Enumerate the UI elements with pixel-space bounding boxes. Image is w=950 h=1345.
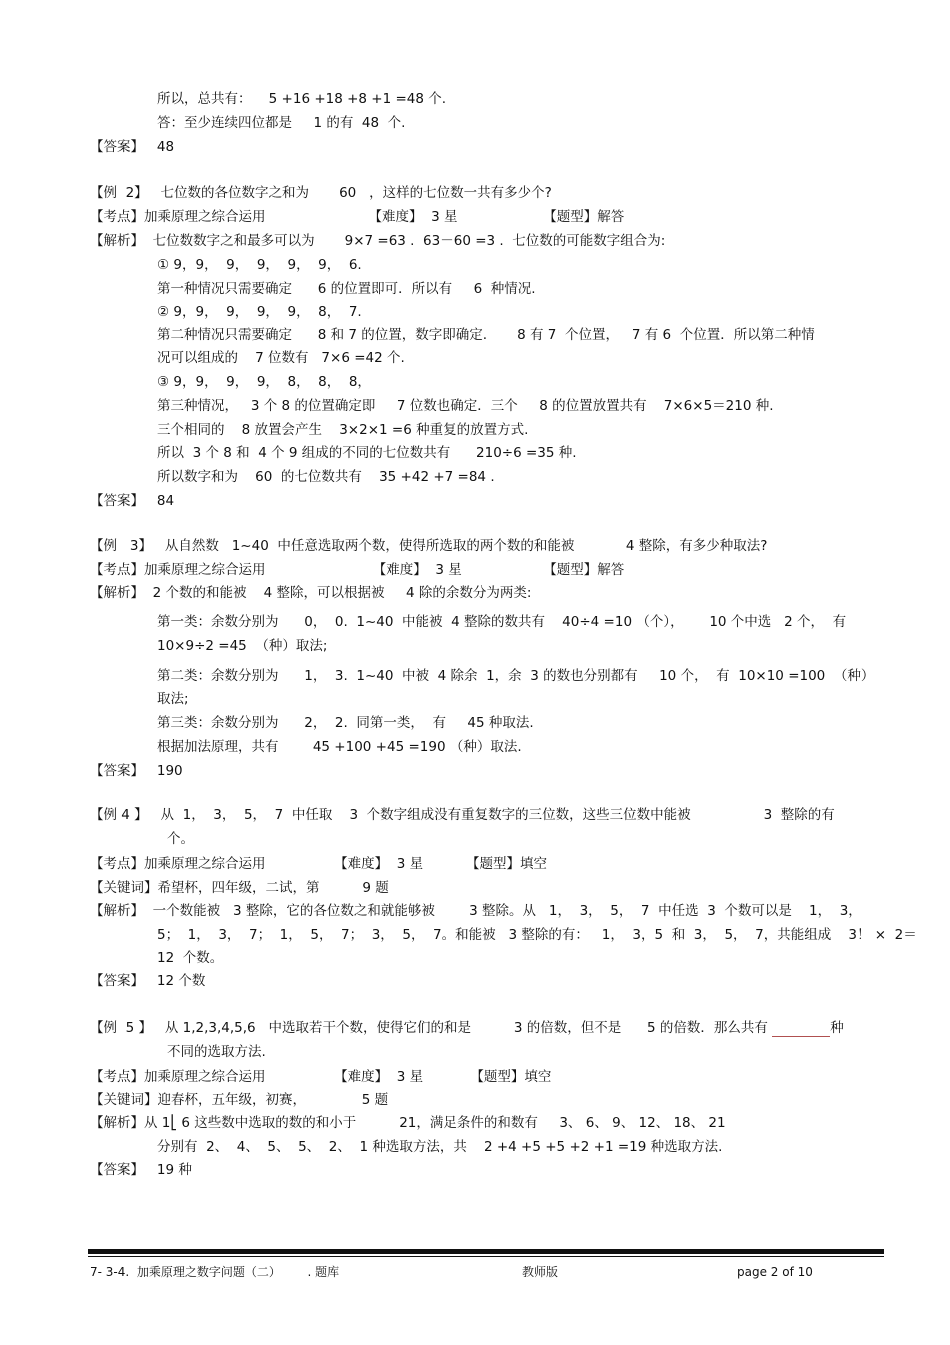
text-line: ② 9，9， 9， 9， 9， 8， 7.	[157, 304, 362, 320]
example-heading: 【例 3】 从自然数 1~40 中任意选取两个数，使得所选取的两个数的和能被 4 整除，有多少种取法?	[90, 538, 768, 554]
meta-line: 【考点】加乘原理之综合运用 【难度】 3 星 【题型】填空	[90, 856, 548, 872]
text-line: 取法;	[157, 691, 189, 707]
answer-line: 【答案】 12 个数	[90, 973, 206, 989]
analysis-line: 【解析】 一个数能被 3 整除，它的各位数之和就能够被 3 整除。从 1， 3， 5， 7 中任选 3 个数可以是 1， 3，	[90, 903, 862, 919]
text-line: 个。	[167, 831, 194, 847]
keywords-line: 【关键词】希望杯，四年级，二试，第 9 题	[90, 880, 389, 896]
text-line: 分别有 2、 4、 5、 5、 2、 1 种选取方法，共 2 +4 +5 +5 +2 +1 =19 种选取方法.	[157, 1139, 723, 1155]
text-line: 12 个数。	[157, 950, 224, 966]
text-line: ③ 9，9， 9， 9， 8， 8， 8，	[157, 374, 371, 390]
answer-line: 【答案】 19 种	[90, 1162, 192, 1178]
text-line: 第三类：余数分别为 2， 2. 同第一类， 有 45 种取法.	[157, 715, 534, 731]
meta-line: 【考点】加乘原理之综合运用 【难度】 3 星 【题型】解答	[90, 562, 625, 578]
text-line: 答：至少连续四位都是 1 的有 48 个.	[157, 115, 406, 131]
text-line: 第一种情况只需要确定 6 的位置即可．所以有 6 种情况.	[157, 281, 536, 297]
text-line: 所以，总共有： 5 +16 +18 +8 +1 =48 个.	[157, 91, 447, 107]
text-line: 所以 3 个 8 和 4 个 9 组成的不同的七位数共有 210÷6 =35 种.	[157, 445, 577, 461]
text-line: 第二类：余数分别为 1， 3. 1~40 中被 4 除余 1，余 3 的数也分别都有 10 个， 有 10×10 =100 （种）	[157, 668, 875, 684]
meta-line: 【考点】加乘原理之综合运用 【难度】 3 星 【题型】填空	[90, 1069, 552, 1085]
example-heading: 【例 4 】 从 1， 3， 5， 7 中任取 3 个数字组成没有重复数字的三位数，这些三位数中能被 3 整除的有	[90, 807, 835, 823]
text-line: 根据加法原理，共有 45 +100 +45 =190 （种）取法.	[157, 739, 522, 755]
keywords-line: 【关键词】迎春杯，五年级，初赛， 5 题	[90, 1092, 389, 1108]
footer-rule-thin	[88, 1256, 884, 1257]
text-line: 5； 1， 3， 7； 1， 5， 7； 3， 5， 7。和能被 3 整除的有： 1， 3，5 和 3， 5， 7，共能组成 3！ × 2＝	[157, 927, 917, 943]
analysis-line: 【解析】从 1⎣ 6 这些数中选取的数的和小于 21，满足条件的和数有 3、 6、 9、 12、 18、 21	[90, 1115, 726, 1131]
analysis-line: 【解析】 七位数数字之和最多可以为 9×7 =63 . 63－60 =3 . 七位数的可能数字组合为:	[90, 233, 666, 249]
example-text-tail: 种	[830, 1020, 844, 1036]
text-line: 所以数字和为 60 的七位数共有 35 +42 +7 =84 .	[157, 469, 495, 485]
answer-blank	[772, 1022, 830, 1037]
example-heading: 【例 2】 七位数的各位数字之和为 60 ，这样的七位数一共有多少个?	[90, 185, 552, 201]
answer-line: 【答案】 84	[90, 493, 175, 509]
text-line: 第一类：余数分别为 0， 0. 1~40 中能被 4 整除的数共有 40÷4 =10 （个）， 10 个中选 2 个， 有	[157, 614, 847, 630]
text-line: 10×9÷2 =45 （种）取法;	[157, 638, 328, 654]
text-line: 第二种情况只需要确定 8 和 7 的位置，数字即确定. 8 有 7 个位置， 7 有 6 个位置．所以第二种情	[157, 327, 815, 343]
footer-rule-thick	[88, 1249, 884, 1254]
text-line: 不同的选取方法.	[167, 1044, 266, 1060]
example-text: 【例 5 】 从 1,2,3,4,5,6 中选取若干个数，使得它们的和是 3 的倍数，但不是 5 的倍数．那么共有	[90, 1020, 768, 1036]
meta-line: 【考点】加乘原理之综合运用 【难度】 3 星 【题型】解答	[90, 209, 625, 225]
example-heading	[90, 1019, 844, 1037]
text-line: ① 9，9， 9， 9， 9， 9， 6.	[157, 257, 362, 273]
answer-line: 【答案】 48	[90, 139, 175, 155]
analysis-line: 【解析】 2 个数的和能被 4 整除，可以根据被 4 除的余数分为两类:	[90, 585, 532, 601]
footer-edition: 教师版	[522, 1265, 559, 1279]
page-number: page 2 of 10	[737, 1265, 813, 1279]
text-line: 第三种情况， 3 个 8 的位置确定即 7 位数也确定．三个 8 的位置放置共有 7×6×5＝210 种.	[157, 398, 774, 414]
text-line: 况可以组成的 7 位数有 7×6 =42 个.	[157, 350, 405, 366]
text-line: 三个相同的 8 放置会产生 3×2×1 =6 种重复的放置方式.	[157, 422, 529, 438]
footer-title: 7- 3-4. 加乘原理之数字问题（二） . 题库	[90, 1265, 340, 1279]
answer-line: 【答案】 190	[90, 763, 183, 779]
